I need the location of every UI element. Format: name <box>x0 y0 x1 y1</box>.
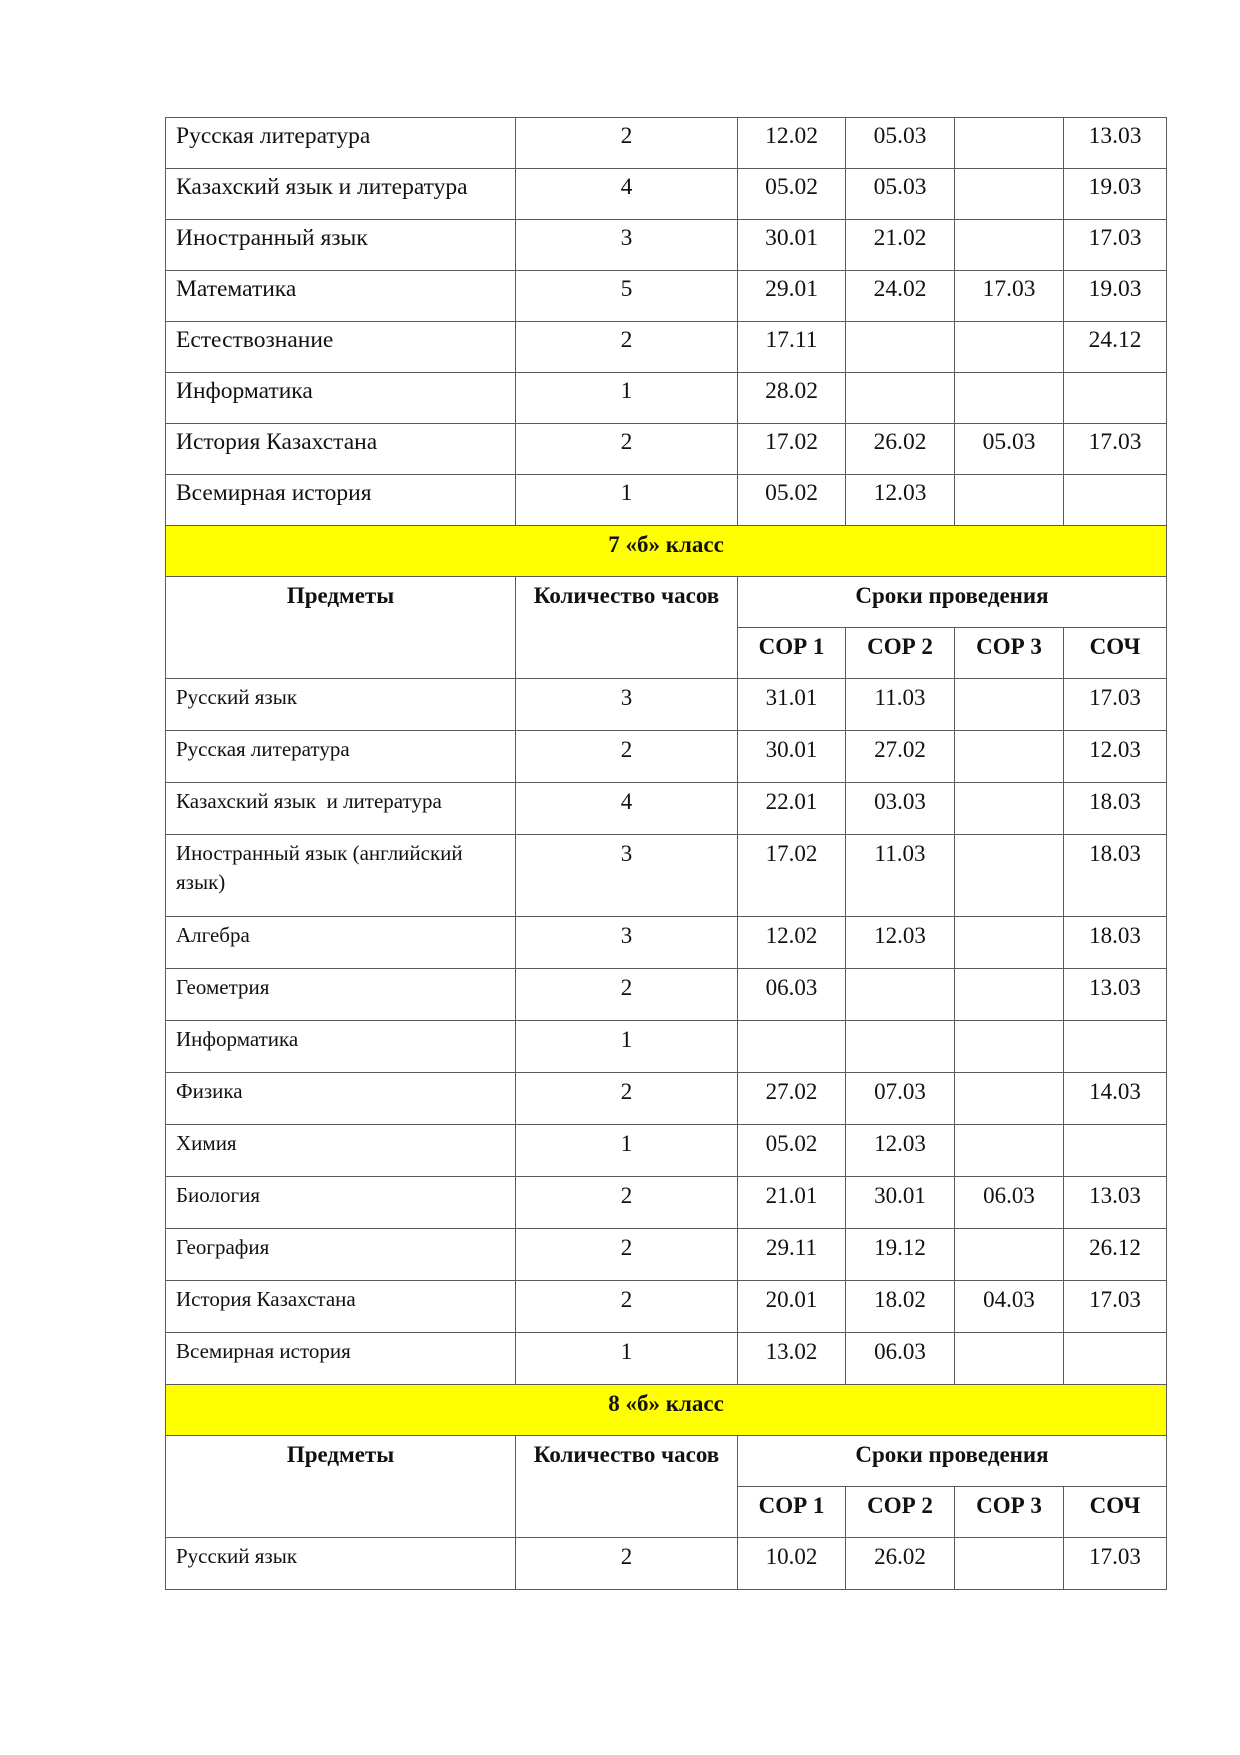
sor1-cell: 29.11 <box>738 1229 846 1281</box>
soch-cell: 18.03 <box>1064 835 1167 917</box>
sor1-cell: 22.01 <box>738 783 846 835</box>
subject-cell: Всемирная история <box>166 1333 516 1385</box>
subject-cell: Русский язык <box>166 679 516 731</box>
soch-cell <box>1064 1125 1167 1177</box>
hours-cell: 2 <box>516 322 738 373</box>
sor3-cell <box>955 1333 1064 1385</box>
table-row <box>166 1177 1167 1229</box>
soch-cell <box>1064 475 1167 526</box>
class-title: 8 «б» класс <box>166 1385 1167 1436</box>
sor2-cell: 26.02 <box>846 424 955 475</box>
sor3-cell: 06.03 <box>955 1177 1064 1229</box>
subject-cell: Алгебра <box>166 917 516 969</box>
table-row <box>166 1281 1167 1333</box>
sor3-cell <box>955 220 1064 271</box>
subject-cell: Русский язык <box>166 1538 516 1590</box>
header-dates: Сроки проведения <box>738 1436 1167 1487</box>
subject-cell: Казахский язык и литература <box>166 169 516 220</box>
hours-cell: 2 <box>516 1538 738 1590</box>
sor3-cell <box>955 169 1064 220</box>
hours-cell: 1 <box>516 373 738 424</box>
header-subjects: Предметы <box>166 577 516 679</box>
sor2-cell: 12.03 <box>846 1125 955 1177</box>
table-row <box>166 1021 1167 1073</box>
sor3-cell <box>955 731 1064 783</box>
sor3-cell <box>955 1229 1064 1281</box>
sor1-cell: 05.02 <box>738 475 846 526</box>
subject-cell: Геометрия <box>166 969 516 1021</box>
subject-cell: История Казахстана <box>166 1281 516 1333</box>
subject-cell: Русская литература <box>166 731 516 783</box>
soch-cell: 24.12 <box>1064 322 1167 373</box>
sor3-cell <box>955 118 1064 169</box>
hours-cell: 2 <box>516 731 738 783</box>
sor3-cell <box>955 1125 1064 1177</box>
sor3-cell: 04.03 <box>955 1281 1064 1333</box>
subject-cell: Информатика <box>166 1021 516 1073</box>
soch-cell <box>1064 373 1167 424</box>
header-row <box>166 577 1167 628</box>
sor2-cell: 05.03 <box>846 169 955 220</box>
soch-cell: 13.03 <box>1064 1177 1167 1229</box>
sor2-cell <box>846 1021 955 1073</box>
subject-cell: Химия <box>166 1125 516 1177</box>
header-soch: СОЧ <box>1064 628 1167 679</box>
class-banner-7b <box>166 526 1167 577</box>
sor2-cell: 19.12 <box>846 1229 955 1281</box>
sor1-cell: 10.02 <box>738 1538 846 1590</box>
sor2-cell: 27.02 <box>846 731 955 783</box>
subject-cell: Иностранный язык <box>166 220 516 271</box>
sor3-cell <box>955 835 1064 917</box>
subject-cell: Математика <box>166 271 516 322</box>
sor3-cell: 05.03 <box>955 424 1064 475</box>
subject-cell: География <box>166 1229 516 1281</box>
soch-cell: 17.03 <box>1064 679 1167 731</box>
hours-cell: 2 <box>516 1229 738 1281</box>
hours-cell: 4 <box>516 783 738 835</box>
header-sor3: СОР 3 <box>955 1487 1064 1538</box>
table-row <box>166 322 1167 373</box>
soch-cell: 13.03 <box>1064 118 1167 169</box>
sor1-cell: 17.11 <box>738 322 846 373</box>
table-row <box>166 1125 1167 1177</box>
header-row <box>166 1436 1167 1487</box>
table-row <box>166 271 1167 322</box>
header-dates: Сроки проведения <box>738 577 1167 628</box>
sor2-cell: 05.03 <box>846 118 955 169</box>
class-title: 7 «б» класс <box>166 526 1167 577</box>
soch-cell: 14.03 <box>1064 1073 1167 1125</box>
assessment-schedule-table <box>165 117 1167 1590</box>
sor2-cell <box>846 322 955 373</box>
sor3-cell <box>955 917 1064 969</box>
sor2-cell: 30.01 <box>846 1177 955 1229</box>
sor1-cell: 29.01 <box>738 271 846 322</box>
sor2-cell <box>846 969 955 1021</box>
subject-cell: Естествознание <box>166 322 516 373</box>
table-row <box>166 1229 1167 1281</box>
sor1-cell: 17.02 <box>738 424 846 475</box>
hours-cell: 1 <box>516 475 738 526</box>
sor3-cell <box>955 679 1064 731</box>
sor3-cell <box>955 475 1064 526</box>
sor2-cell: 11.03 <box>846 835 955 917</box>
subject-cell: Иностранный язык (английский язык) <box>166 835 516 917</box>
table-row <box>166 731 1167 783</box>
soch-cell: 17.03 <box>1064 220 1167 271</box>
sor1-cell: 31.01 <box>738 679 846 731</box>
sor3-cell <box>955 783 1064 835</box>
table-row <box>166 118 1167 169</box>
sor1-cell: 30.01 <box>738 220 846 271</box>
sor3-cell: 17.03 <box>955 271 1064 322</box>
sor2-cell: 12.03 <box>846 917 955 969</box>
soch-cell <box>1064 1333 1167 1385</box>
subject-cell: Русская литература <box>166 118 516 169</box>
hours-cell: 2 <box>516 424 738 475</box>
header-hours: Количество часов <box>516 577 738 679</box>
soch-cell: 26.12 <box>1064 1229 1167 1281</box>
hours-cell: 2 <box>516 1177 738 1229</box>
sor2-cell: 07.03 <box>846 1073 955 1125</box>
sor1-cell: 05.02 <box>738 169 846 220</box>
sor2-cell: 24.02 <box>846 271 955 322</box>
hours-cell: 3 <box>516 220 738 271</box>
hours-cell: 1 <box>516 1333 738 1385</box>
sor1-cell: 06.03 <box>738 969 846 1021</box>
hours-cell: 1 <box>516 1021 738 1073</box>
hours-cell: 2 <box>516 1281 738 1333</box>
soch-cell: 17.03 <box>1064 424 1167 475</box>
subject-cell: История Казахстана <box>166 424 516 475</box>
sor1-cell: 27.02 <box>738 1073 846 1125</box>
table-row <box>166 424 1167 475</box>
sor1-cell: 13.02 <box>738 1333 846 1385</box>
header-sor3: СОР 3 <box>955 628 1064 679</box>
sor2-cell: 06.03 <box>846 1333 955 1385</box>
header-sor1: СОР 1 <box>738 628 846 679</box>
sor2-cell: 11.03 <box>846 679 955 731</box>
table-row <box>166 917 1167 969</box>
soch-cell <box>1064 1021 1167 1073</box>
sor1-cell: 12.02 <box>738 917 846 969</box>
sor1-cell: 12.02 <box>738 118 846 169</box>
soch-cell: 19.03 <box>1064 169 1167 220</box>
sor2-cell <box>846 373 955 424</box>
sor3-cell <box>955 969 1064 1021</box>
sor3-cell <box>955 322 1064 373</box>
soch-cell: 18.03 <box>1064 783 1167 835</box>
sor2-cell: 18.02 <box>846 1281 955 1333</box>
header-sor2: СОР 2 <box>846 1487 955 1538</box>
sor3-cell <box>955 1538 1064 1590</box>
header-soch: СОЧ <box>1064 1487 1167 1538</box>
sor2-cell: 26.02 <box>846 1538 955 1590</box>
class-banner-8b <box>166 1385 1167 1436</box>
subject-cell: Казахский язык и литература <box>166 783 516 835</box>
hours-cell: 3 <box>516 679 738 731</box>
sor2-cell: 03.03 <box>846 783 955 835</box>
soch-cell: 17.03 <box>1064 1538 1167 1590</box>
table-row <box>166 169 1167 220</box>
header-hours: Количество часов <box>516 1436 738 1538</box>
sor3-cell <box>955 1073 1064 1125</box>
soch-cell: 13.03 <box>1064 969 1167 1021</box>
subject-cell: Физика <box>166 1073 516 1125</box>
sor2-cell: 12.03 <box>846 475 955 526</box>
table-row <box>166 1073 1167 1125</box>
subject-cell: Биология <box>166 1177 516 1229</box>
hours-cell: 3 <box>516 917 738 969</box>
table-row <box>166 475 1167 526</box>
sor1-cell: 21.01 <box>738 1177 846 1229</box>
soch-cell: 12.03 <box>1064 731 1167 783</box>
sor2-cell: 21.02 <box>846 220 955 271</box>
soch-cell: 17.03 <box>1064 1281 1167 1333</box>
table-row <box>166 373 1167 424</box>
sor1-cell: 05.02 <box>738 1125 846 1177</box>
soch-cell: 19.03 <box>1064 271 1167 322</box>
table-row <box>166 679 1167 731</box>
sor3-cell <box>955 1021 1064 1073</box>
sor1-cell: 17.02 <box>738 835 846 917</box>
sor1-cell: 20.01 <box>738 1281 846 1333</box>
sor1-cell <box>738 1021 846 1073</box>
hours-cell: 1 <box>516 1125 738 1177</box>
hours-cell: 2 <box>516 118 738 169</box>
sor1-cell: 30.01 <box>738 731 846 783</box>
soch-cell: 18.03 <box>1064 917 1167 969</box>
table-row <box>166 783 1167 835</box>
header-sor2: СОР 2 <box>846 628 955 679</box>
table-row <box>166 969 1167 1021</box>
sor1-cell: 28.02 <box>738 373 846 424</box>
table-row <box>166 1333 1167 1385</box>
subject-cell: Всемирная история <box>166 475 516 526</box>
table-row <box>166 835 1167 917</box>
sor3-cell <box>955 373 1064 424</box>
header-sor1: СОР 1 <box>738 1487 846 1538</box>
table-row <box>166 220 1167 271</box>
hours-cell: 5 <box>516 271 738 322</box>
table-row <box>166 1538 1167 1590</box>
subject-cell: Информатика <box>166 373 516 424</box>
hours-cell: 4 <box>516 169 738 220</box>
hours-cell: 3 <box>516 835 738 917</box>
hours-cell: 2 <box>516 1073 738 1125</box>
hours-cell: 2 <box>516 969 738 1021</box>
header-subjects: Предметы <box>166 1436 516 1538</box>
